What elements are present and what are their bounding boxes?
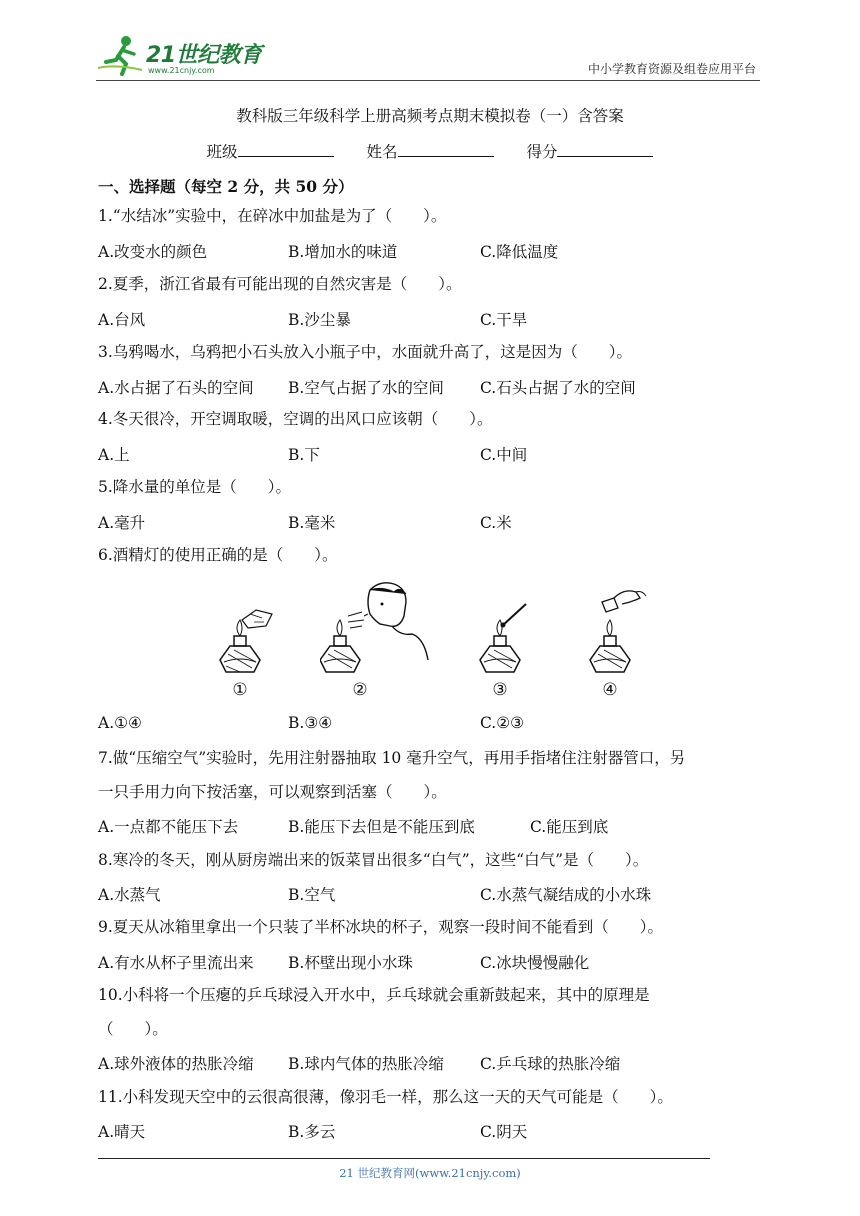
question-3: 3.乌鸦喝水，乌鸦把小石头放入小瓶子中，水面就升高了，这是因为（ ）。 <box>98 343 633 361</box>
figure-1-label: ① <box>232 680 248 700</box>
question-11: 11.小科发现天空中的云很高很薄，像羽毛一样，那么这一天的天气可能是（ ）。 <box>98 1088 673 1106</box>
lamp-with-match-icon <box>460 580 540 676</box>
q7-option-a: A.一点都不能压下去 <box>98 818 239 836</box>
question-5: 5.降水量的单位是（ ）。 <box>98 478 292 496</box>
q5-option-a: A.毫升 <box>98 514 146 532</box>
q10-option-c: C.乒乓球的热胀冷缩 <box>480 1055 621 1073</box>
q3-option-b: B.空气占据了水的空间 <box>288 379 444 397</box>
class-field: 班级 <box>207 143 334 161</box>
q1-option-c: C.降低温度 <box>480 243 559 261</box>
q3-option-a: A.水占据了石头的空间 <box>98 379 254 397</box>
q9-option-b: B.杯壁出现小水珠 <box>288 954 413 972</box>
platform-name: 中小学教育资源及组卷应用平台 <box>587 62 756 76</box>
section-heading: 一、选择题（每空 2 分，共 50 分） <box>98 177 354 196</box>
runner-logo-icon <box>96 34 146 78</box>
figure-3-label: ③ <box>492 680 508 700</box>
name-field: 姓名 <box>366 143 493 161</box>
q4-option-a: A.上 <box>98 446 130 464</box>
q11-option-a: A.晴天 <box>98 1123 146 1141</box>
question-1: 1.“水结冰”实验中，在碎冰中加盐是为了（ ）。 <box>98 207 447 225</box>
alcohol-lamp-icon <box>200 580 280 676</box>
q6-option-a: A.①④ <box>98 714 142 732</box>
logo-url: www.21cnjy.com <box>148 66 215 75</box>
q2-option-b: B.沙尘暴 <box>288 311 351 329</box>
figure-1 <box>200 580 280 700</box>
figure-2-label: ② <box>352 680 368 700</box>
q9-option-a: A.有水从杯子里流出来 <box>98 954 254 972</box>
q3-option-c: C.石头占据了水的空间 <box>480 379 636 397</box>
score-blank[interactable] <box>557 142 653 157</box>
q2-option-c: C.干旱 <box>480 311 528 329</box>
page-header <box>96 34 760 81</box>
question-6: 6.酒精灯的使用正确的是（ ）。 <box>98 546 338 564</box>
figure-4-label: ④ <box>602 680 618 700</box>
question-2: 2.夏季，浙江省最有可能出现的自然灾害是（ ）。 <box>98 275 462 293</box>
q11-option-b: B.多云 <box>288 1123 336 1141</box>
question-7: 7.做“压缩空气”实验时，先用注射器抽取 10 毫升空气，再用手指堵住注射器管口，另 <box>98 749 686 767</box>
q6-option-c: C.②③ <box>480 714 525 732</box>
boy-blowing-lamp-icon <box>320 580 430 676</box>
q10-option-b: B.球内气体的热胀冷缩 <box>288 1055 444 1073</box>
question-7-cont: 一只手用力向下按活塞，可以观察到活塞（ ）。 <box>98 783 447 801</box>
lamp-cap-icon <box>570 580 650 676</box>
figure-2 <box>320 580 430 700</box>
q5-option-c: C.米 <box>480 514 512 532</box>
question-9: 9.夏天从冰箱里拿出一个只装了半杯冰块的杯子，观察一段时间不能看到（ ）。 <box>98 918 664 936</box>
question-8: 8.寒冷的冬天，刚从厨房端出来的饭菜冒出很多“白气”，这些“白气”是（ ）。 <box>98 851 649 869</box>
q7-option-b: B.能压下去但是不能压到底 <box>288 818 475 836</box>
footer-divider <box>98 1158 710 1159</box>
figure-4 <box>570 580 650 700</box>
logo <box>96 34 266 78</box>
q2-option-a: A.台风 <box>98 311 146 329</box>
question-10-cont: （ ）。 <box>98 1020 168 1038</box>
class-blank[interactable] <box>238 142 334 157</box>
q8-option-b: B.空气 <box>288 886 336 904</box>
question-10: 10.小科将一个压瘪的乒乓球浸入开水中，乒乓球就会重新鼓起来，其中的原理是 <box>98 986 650 1004</box>
q4-option-b: B.下 <box>288 446 320 464</box>
footer-link[interactable]: 21 世纪教育网(www.21cnjy.com) <box>339 1166 521 1180</box>
q1-option-b: B.增加水的味道 <box>288 243 398 261</box>
question-4: 4.冬天很冷，开空调取暖，空调的出风口应该朝（ ）。 <box>98 410 493 428</box>
q11-option-c: C.阴天 <box>480 1123 528 1141</box>
q7-option-c: C.能压到底 <box>530 818 609 836</box>
name-blank[interactable] <box>398 142 494 157</box>
q4-option-c: C.中间 <box>480 446 528 464</box>
q9-option-c: C.冰块慢慢融化 <box>480 954 590 972</box>
q6-option-b: B.③④ <box>288 714 333 732</box>
q10-option-a: A.球外液体的热胀冷缩 <box>98 1055 254 1073</box>
q1-option-a: A.改变水的颜色 <box>98 243 208 261</box>
logo-text: 21世纪教育 <box>146 43 262 68</box>
student-info-fields <box>0 140 860 162</box>
q8-option-c: C.水蒸气凝结成的小水珠 <box>480 886 652 904</box>
figure-3 <box>460 580 540 700</box>
score-field: 得分 <box>526 143 653 161</box>
q8-option-a: A.水蒸气 <box>98 886 161 904</box>
alcohol-lamp-figures <box>190 580 670 700</box>
page-title: 教科版三年级科学上册高频考点期末模拟卷（一）含答案 <box>236 107 624 125</box>
q5-option-b: B.毫米 <box>288 514 336 532</box>
